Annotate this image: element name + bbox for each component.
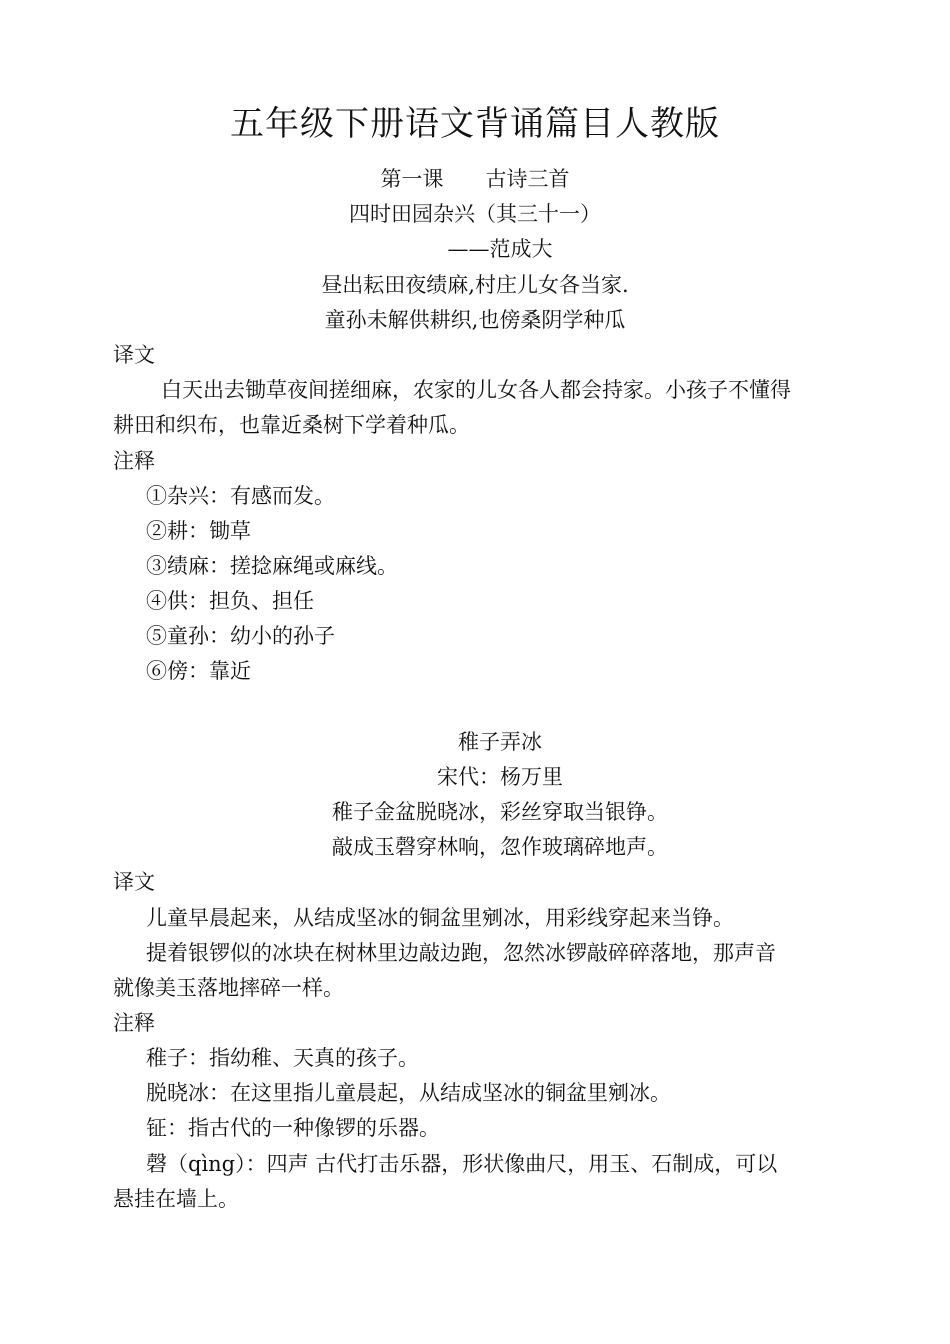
poem2-note-item: 脱晓冰：在这里指儿童晨起，从结成坚冰的铜盆里剜冰。 [146, 1081, 671, 1105]
poem1-author: ——范成大 [447, 237, 553, 261]
poem2-author: 宋代：杨万里 [437, 765, 563, 789]
poem2-note-item: 钲：指古代的一种像锣的乐器。 [146, 1116, 440, 1140]
poem1-note-item: ②耕：锄草 [146, 519, 251, 543]
poem2-translation-line: 就像美玉落地摔碎一样。 [113, 976, 344, 1000]
poem2-note-item: 磬（qìng）：四声 古代打击乐器，形状像曲尺，用玉、石制成，可以 [146, 1152, 778, 1176]
poem1-note-item: ⑤童孙：幼小的孙子 [146, 624, 335, 648]
poem2-translation-line: 提着银锣似的冰块在树林里边敲边跑，忽然冰锣敲碎碎落地，那声音 [146, 941, 776, 965]
poem2-note-item: 稚子：指幼稚、天真的孩子。 [146, 1046, 419, 1070]
poem2-line: 稚子金盆脱晓冰，彩丝穿取当银铮。 [332, 800, 668, 824]
poem1-note-item: ③绩麻：搓捻麻绳或麻线。 [146, 554, 398, 578]
poem2-notes-label: 注释 [113, 1011, 155, 1035]
poem2-note-item: 悬挂在墙上。 [113, 1187, 239, 1211]
poem2-translation-label: 译文 [113, 870, 155, 894]
poem1-translation-line: 耕田和织布，也靠近桑树下学着种瓜。 [113, 413, 470, 437]
poem1-line: 童孙未解供耕织,也傍桑阴学种瓜 [324, 308, 626, 332]
document-title: 五年级下册语文背诵篇目人教版 [230, 104, 720, 144]
poem2-line: 敲成玉磬穿林响，忽作玻璃碎地声。 [332, 835, 668, 859]
poem1-title: 四时田园杂兴（其三十一） [349, 202, 601, 226]
poem1-note-item: ①杂兴：有感而发。 [146, 484, 335, 508]
poem1-translation-line: 白天出去锄草夜间搓细麻，农家的儿女各人都会持家。小孩子不懂得 [161, 378, 791, 402]
lesson-heading: 第一课 古诗三首 [380, 167, 570, 191]
poem1-notes-label: 注释 [113, 449, 155, 473]
poem2-title: 稚子弄冰 [458, 730, 542, 754]
poem1-translation-label: 译文 [113, 343, 155, 367]
poem1-note-item: ⑥傍：靠近 [146, 659, 251, 683]
poem1-line: 昼出耘田夜绩麻,村庄儿女各当家. [321, 273, 629, 297]
poem2-translation-line: 儿童早晨起来，从结成坚冰的铜盆里剜冰，用彩线穿起来当铮。 [146, 906, 734, 930]
poem1-note-item: ④供：担负、担任 [146, 589, 314, 613]
